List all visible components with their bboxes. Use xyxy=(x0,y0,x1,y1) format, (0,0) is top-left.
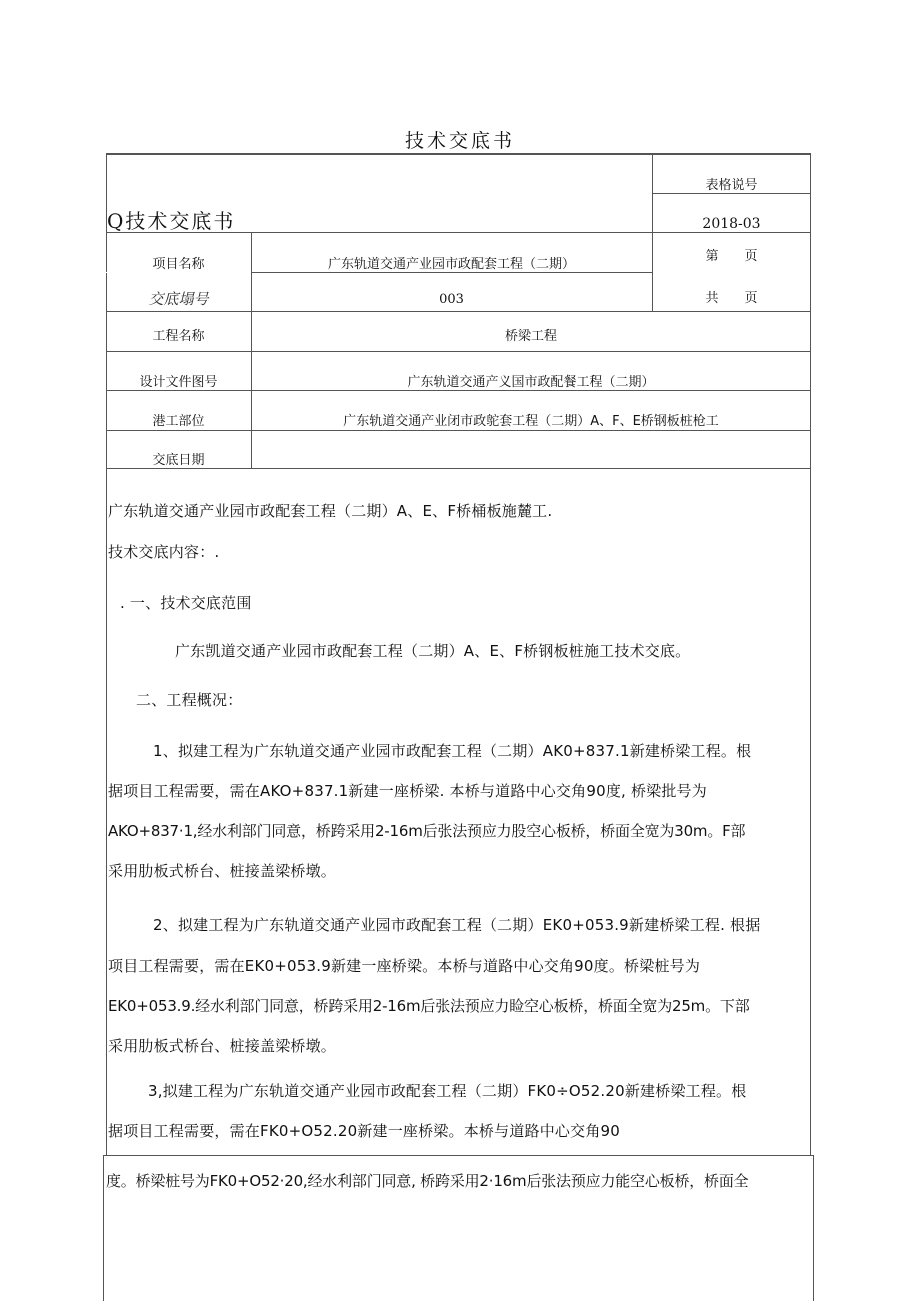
content-line: 1、拟建工程为广东轨道交通产业园市政配套工程（二期）AK0+837.1新建桥梁工程。根 xyxy=(153,742,752,760)
content-line: 项目工程需要，需在EK0+053.9新建一座桥梁。本桥与道路中心交角90度。桥梁桩号为 xyxy=(108,957,701,975)
row-value-location: 广东轨道交通产业闭市政鸵套工程（二期）A、F、E桥钢板桩枪工 xyxy=(343,414,719,429)
row-label-project: 项目名称 xyxy=(152,257,205,272)
content-line: 广东凯道交通产业园市政配套工程（二期）A、E、F桥钢板桩施工技术交底。 xyxy=(175,642,691,660)
row-value-project: 广东轨道交通产业园市政配套工程（二期） xyxy=(327,257,575,272)
form-no-label: 表格说号 xyxy=(705,178,758,193)
row-label-engineering: 工程名称 xyxy=(152,329,205,344)
row-label-date: 交底日期 xyxy=(152,453,205,468)
content-line: 技术交底内容：. xyxy=(108,543,220,561)
row-label-location: 港工部位 xyxy=(152,414,205,429)
section-heading: 二、工程概况： xyxy=(136,691,243,709)
content-line: 度。桥梁桩号为FK0+O52·20,经水利部门同意, 桥跨采用2·16m后张法预应力能空心板桥，桥面全 xyxy=(106,1172,749,1190)
content-line: 据项目工程需要，需在FK0+O52.20新建一座桥梁。本桥与道路中心交角90 xyxy=(108,1122,621,1140)
content-line: 采用肋板式桥台、桩接盖梁桥墩。 xyxy=(108,862,337,880)
row-value-design-drawing: 广东轨道交通产义国市政配餐工程（二期） xyxy=(407,375,655,390)
row-label-number: 交底塌号 xyxy=(148,290,209,308)
row-value-number: 003 xyxy=(439,292,464,307)
total-pages-label: 共 页 xyxy=(705,291,758,306)
header-left-title: Q技术交底书 xyxy=(107,209,236,233)
content-line: 据项目工程需要，需在AKO+837.1新建一座桥梁. 本桥与道路中心交角90度, 桥梁批号为 xyxy=(108,782,707,800)
row-value-engineering: 桥梁工程 xyxy=(504,329,557,344)
document-title: 技术交底书 xyxy=(404,130,515,152)
content-line: 采用肋板式桥台、桩接盖梁桥墩。 xyxy=(108,1037,337,1055)
section-heading: . 一、技术交底范围 xyxy=(120,594,252,612)
content-line: 2、拟建工程为广东轨道交通产业园市政配套工程（二期）EK0+053.9新建桥梁工程. 根据 xyxy=(153,916,761,934)
row-label-design-drawing: 设计文件图号 xyxy=(139,375,218,390)
form-no-value: 2018-03 xyxy=(702,216,761,232)
content-line: AKO+837·1,经水利部门同意，桥跨采用2-16m后张法预应力股空心板桥，桥面全宽为30m。F部 xyxy=(108,822,746,840)
content-line: 广东轨道交通产业园市政配套工程（二期）A、E、F桥桶板施麓工. xyxy=(108,502,553,520)
content-line: 3,拟建工程为广东轨道交通产业园市政配套工程（二期）FK0÷O52.20新建桥梁工程。根 xyxy=(148,1082,747,1100)
page-number-label: 第 页 xyxy=(705,249,758,264)
content-line: EK0+053.9.经水利部门同意，桥跨采用2-16m后张法预应力睑空心板桥，桥面全宽为25m。下部 xyxy=(108,997,750,1015)
